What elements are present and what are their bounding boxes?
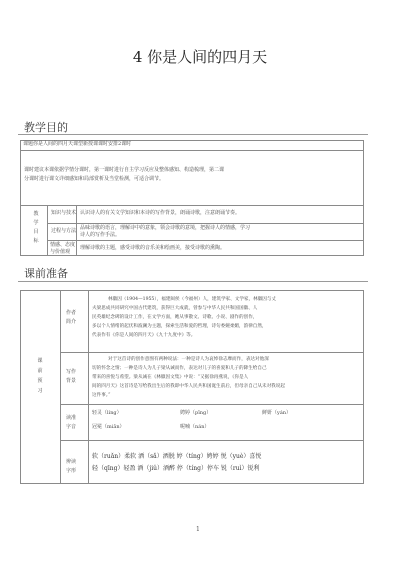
- pron-item-3: 鲜妍（yán）: [262, 410, 292, 416]
- goal-category-attitude-1: 情感、态度: [50, 242, 76, 248]
- section-rule: [18, 281, 368, 282]
- goal-text-process-1: 品味诗歌的语言，理解诗中的意象，领会诗歌的意境，把握诗人的情感，学习: [80, 225, 251, 231]
- goal-text-process-2: 诗人的写作手法。: [80, 232, 121, 238]
- goal-category-knowledge: 知识与技术: [51, 210, 77, 216]
- background-line-5: 这件事。”: [92, 393, 111, 398]
- column-divider: [47, 205, 48, 256]
- lesson-info: 课题你是人间的四月天课型新授课课时安排2课时: [23, 141, 132, 147]
- background-line-2: 切的怀念之情；一种是诗人为儿子梁从诫而作，表达对儿子的喜爱和儿子的降生给自己: [92, 366, 267, 371]
- goal-text-attitude: 理解诗歌的主题，感受诗歌的音乐美和绘画美，接受诗歌的熏陶。: [80, 245, 226, 251]
- page-title: 4 你是人间的四月天: [132, 48, 268, 66]
- preclass-side-label: 课 前 预 习: [37, 358, 43, 394]
- goals-side-label: 教 学 目 标: [33, 211, 39, 244]
- pronunciation-label: 读准 字音: [66, 415, 77, 430]
- distinguish-line-1: 软（ruǎn）柔软 洒（sǎ）洒脱 婷（tíng）娉婷 悦（yuè）喜悦: [92, 453, 262, 460]
- row-divider: [60, 440, 364, 441]
- goal-category-attitude-2: 与价值观: [50, 249, 71, 255]
- column-divider: [60, 290, 61, 484]
- background-line-4: 间的四月天》这首诗是写给我出生后的我即中华人民共和国诞生前后，但母亲自己从未对我说起: [92, 384, 285, 389]
- column-divider: [88, 290, 89, 484]
- distinguish-line-2: 轻（qīng）轻盈 酒（jiǔ）酒醉 停（tíng）停车 锐（ruì）锐利: [92, 465, 260, 472]
- background-line-1: 对于这首诗的创作意图有两种说法：一种是诗人为哀悼徐志摩而作，表达对他深: [108, 357, 269, 362]
- background-line-3: 带来的喜悦与希望。梁从诫在《林徽因文集》中说：“又据徐再燕说，《你是人: [92, 375, 249, 380]
- author-line-3: 民英雄纪念碑的设计工作，在文学方面，她从事散文、诗歌、小说、剧作的创作，: [92, 315, 258, 320]
- row-divider: [20, 150, 364, 151]
- author-line-5: 代表作有《你是人间的四月天》《九十九度中》等。: [92, 333, 196, 338]
- pron-item-5: 呢喃（nán）: [180, 424, 210, 430]
- plan-line-2: 分课时进行课文详细感知和局部赏析及当堂检测，可适合调节。: [24, 176, 165, 182]
- row-divider: [47, 240, 364, 241]
- goal-category-process: 过程与方法: [51, 228, 77, 234]
- row-divider: [60, 352, 364, 353]
- pron-item-4: 冠冕（miǎn）: [92, 424, 125, 430]
- page-number: 1: [196, 526, 200, 533]
- goal-text-knowledge: 认识诗人的有关文学知识和本诗的写作背景，朗诵诗歌，注意朗诵节奏。: [80, 210, 241, 216]
- pron-item-2: 娉婷（pīng）: [180, 410, 212, 416]
- author-label: 作者 简介: [66, 310, 77, 325]
- author-line-4: 多以个人情绪的起伏和波澜为主题，探索生活和爱的哲理，诗句委婉柔媚，韵律自然，: [92, 324, 267, 329]
- background-label: 写作 背景: [66, 369, 77, 384]
- row-divider: [60, 404, 364, 405]
- section-rule: [18, 134, 368, 135]
- section-heading-preclass: 课前准备: [24, 267, 68, 280]
- row-divider: [20, 205, 364, 206]
- author-line-2: 夫梁思成共同研究中国古代建筑，获得巨大成就，曾参与中华人民共和国国徽、人: [92, 306, 258, 311]
- plan-line-1: 课时建议本课依据学情分课时，第一课时进行自主学习反应及整体感知、构造梳理，第二课: [24, 167, 225, 173]
- distinguish-label: 辨读 字形: [66, 459, 77, 474]
- teaching-goals-table: [20, 140, 364, 256]
- author-line-1: 林徽因（1904—1955），福建闽侯（今福州）人，建筑学家、文学家，林徽因与丈: [108, 297, 277, 302]
- section-heading-teaching-goals: 教学目的: [24, 121, 68, 134]
- row-divider: [47, 223, 364, 224]
- column-divider: [76, 205, 77, 256]
- pron-item-1: 轻灵（líng）: [92, 410, 122, 416]
